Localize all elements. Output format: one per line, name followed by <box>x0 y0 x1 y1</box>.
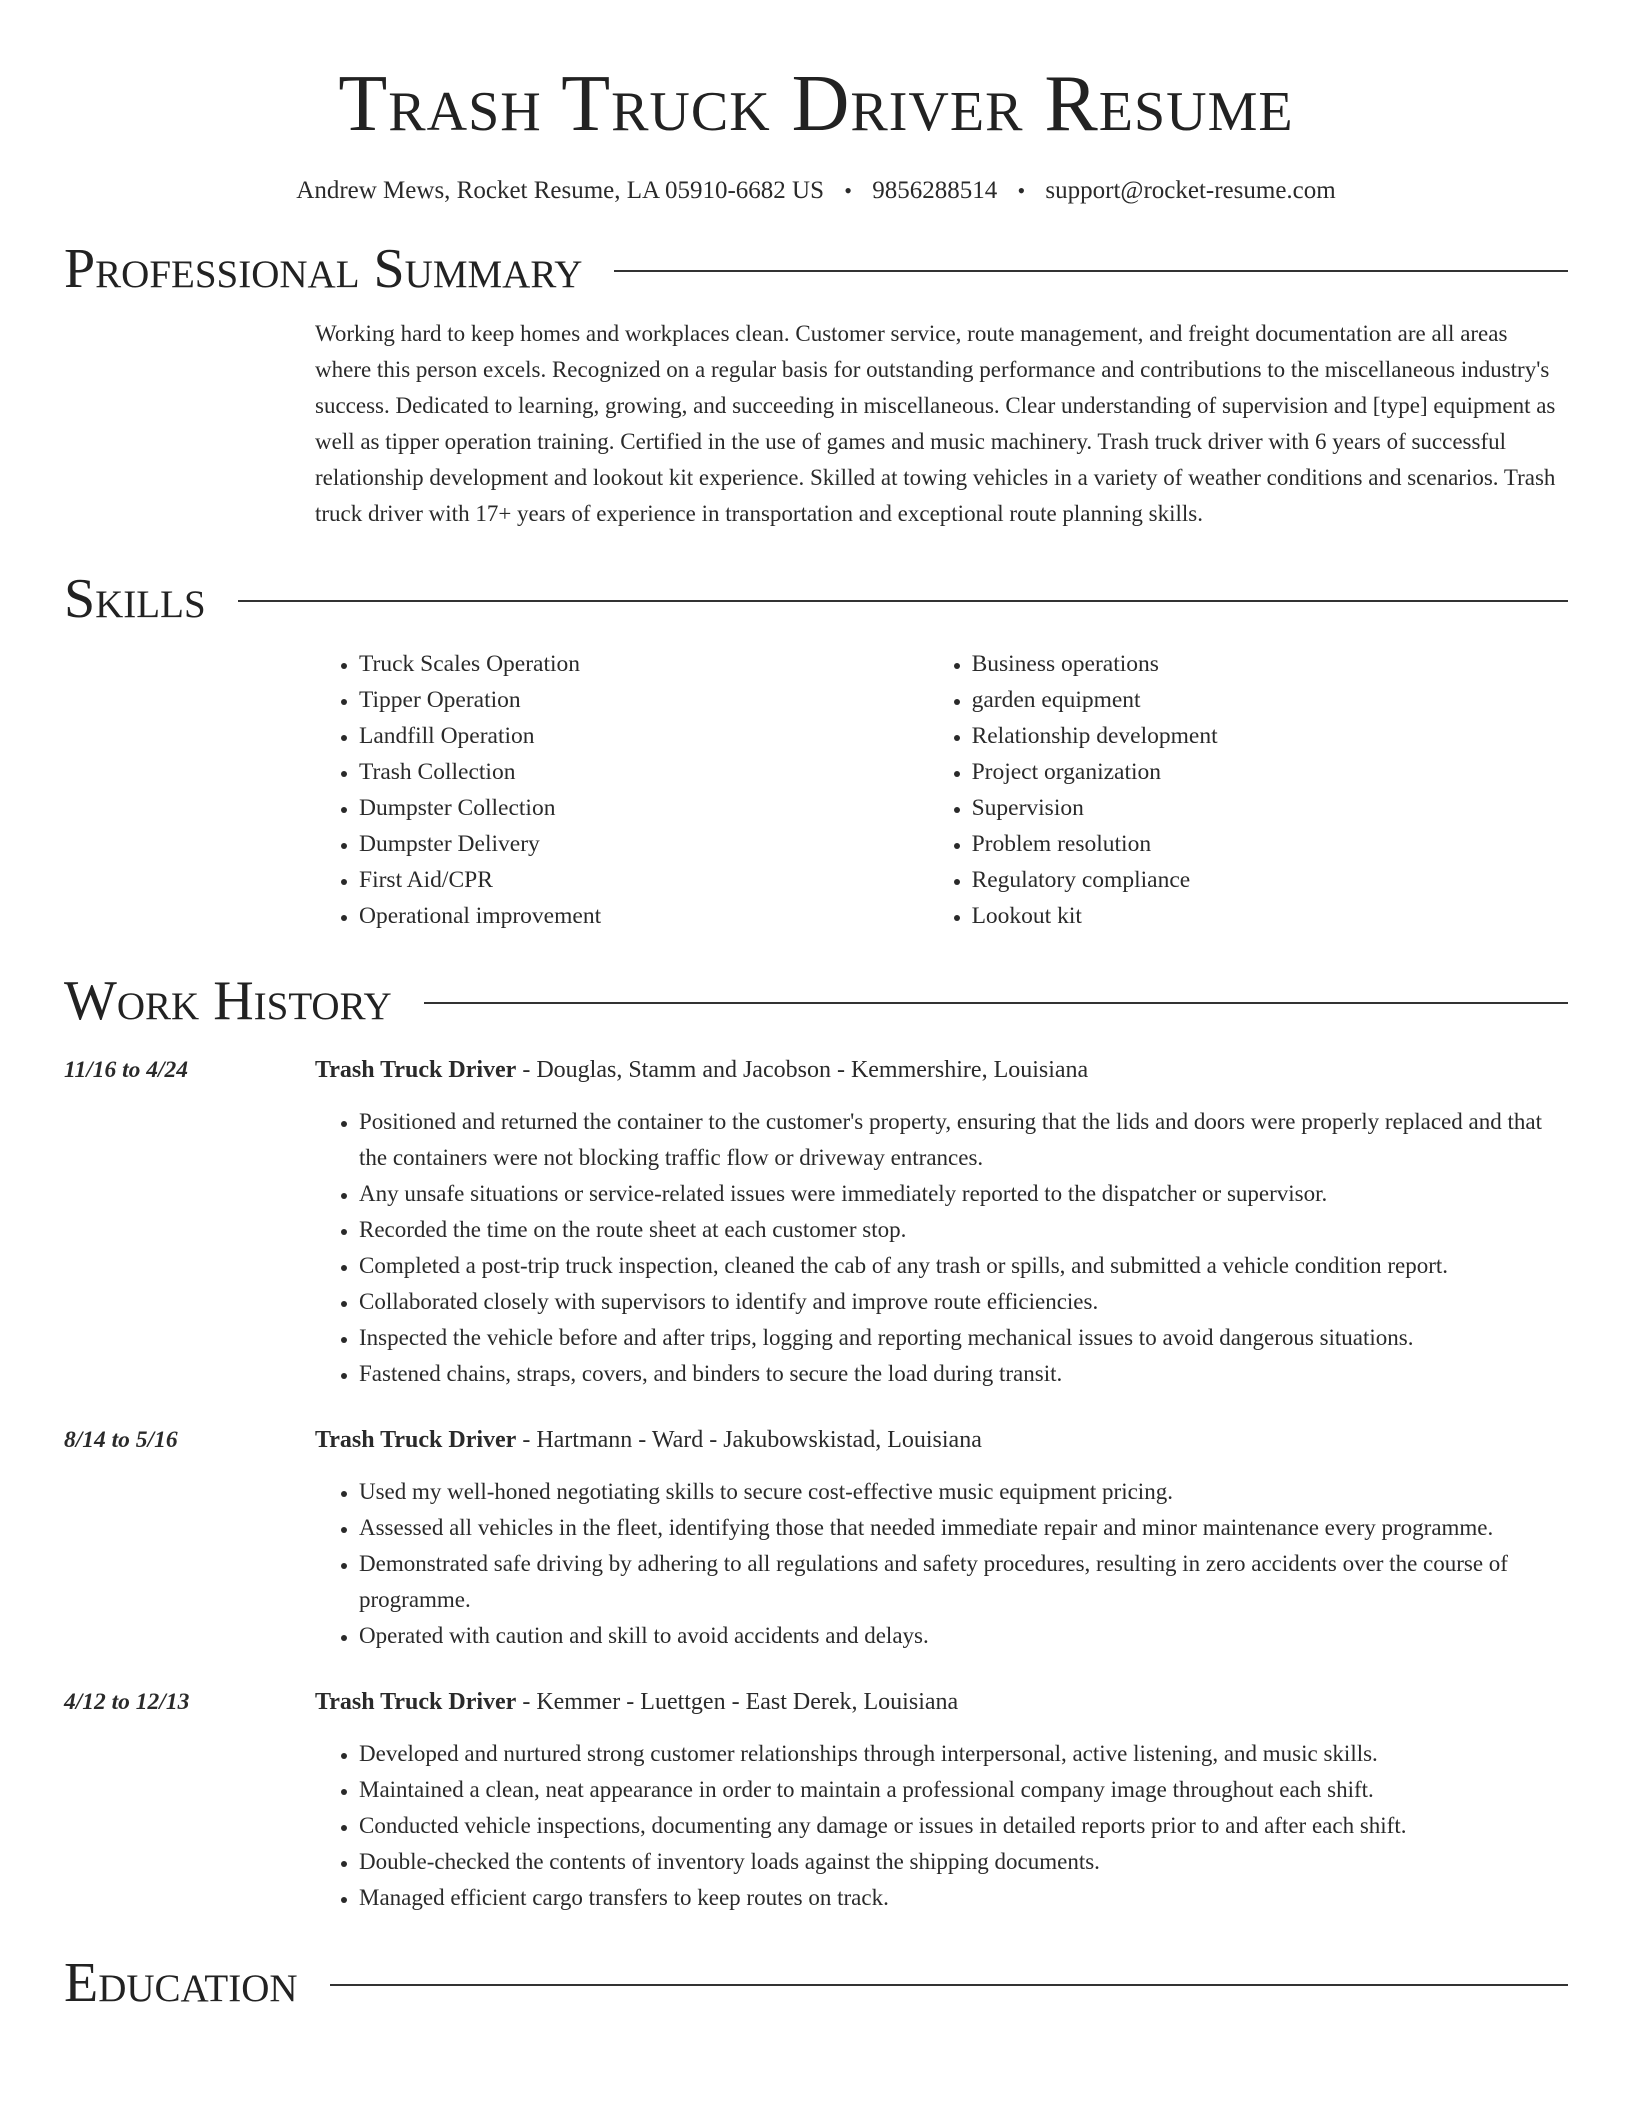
section-title-skills: Skills <box>64 568 206 630</box>
contact-email: support@rocket-resume.com <box>1045 177 1336 204</box>
section-divider <box>424 1002 1568 1004</box>
job-duties <box>315 1104 1568 1392</box>
job-entry <box>64 1052 1568 1392</box>
job-entry <box>64 1684 1568 1916</box>
duty-item: • Completed a post-trip truck inspection, cleaned the cab of any trash or spills, and submitted a vehicle condition report. <box>359 1248 1568 1284</box>
section-header-work-history <box>64 970 1568 1032</box>
section-divider <box>614 270 1568 272</box>
skill-item: • Relationship development <box>972 718 1568 754</box>
skill-item: • Truck Scales Operation <box>359 646 928 682</box>
duty-item: • Any unsafe situations or service-related issues were immediately reported to the dispatcher or supervisor. <box>359 1176 1568 1212</box>
skill-item: • Operational improvement <box>359 898 928 934</box>
duty-item: • Developed and nurtured strong customer relationships through interpersonal, active listening, and music skills. <box>359 1736 1568 1772</box>
section-title-education: Education <box>64 1952 298 2014</box>
contact-phone: 9856288514 <box>872 177 998 204</box>
duty-item: • Conducted vehicle inspections, documenting any damage or issues in detailed reports prior to and after each shift. <box>359 1808 1568 1844</box>
section-divider <box>238 600 1568 602</box>
section-header-summary <box>64 238 1568 300</box>
duty-item: • Inspected the vehicle before and after trips, logging and reporting mechanical issues to avoid dangerous situations. <box>359 1320 1568 1356</box>
skill-item: • Business operations <box>972 646 1568 682</box>
skill-item: • Trash Collection <box>359 754 928 790</box>
job-entry <box>64 1422 1568 1654</box>
duty-item: • Operated with caution and skill to avoid accidents and delays. <box>359 1618 1568 1654</box>
job-role-line <box>315 1422 1568 1458</box>
skill-item: • First Aid/CPR <box>359 862 928 898</box>
job-employer: - Hartmann - Ward - Jakubowskistad, Louisiana <box>516 1427 982 1453</box>
section-title-summary: Professional Summary <box>64 238 583 300</box>
job-title: Trash Truck Driver <box>315 1689 517 1715</box>
skill-item: • Landfill Operation <box>359 718 928 754</box>
job-duties <box>315 1474 1568 1654</box>
job-role-line <box>315 1052 1568 1088</box>
duty-item: • Assessed all vehicles in the fleet, identifying those that needed immediate repair and minor maintenance every programme. <box>359 1510 1568 1546</box>
job-employer: - Douglas, Stamm and Jacobson - Kemmershire, Louisiana <box>516 1057 1089 1083</box>
skill-item: • Project organization <box>972 754 1568 790</box>
section-divider <box>330 1984 1568 1986</box>
job-title: Trash Truck Driver <box>315 1057 517 1083</box>
job-employer: - Kemmer - Luettgen - East Derek, Louisiana <box>516 1689 959 1715</box>
job-body <box>315 1684 1568 1916</box>
duty-item: • Double-checked the contents of inventory loads against the shipping documents. <box>359 1844 1568 1880</box>
skill-item: • Supervision <box>972 790 1568 826</box>
job-body <box>315 1422 1568 1654</box>
duty-item: • Demonstrated safe driving by adhering to all regulations and safety procedures, resulting in zero accidents over the course of programme. <box>359 1546 1568 1618</box>
resume-title: Trash Truck Driver Resume <box>338 60 1294 148</box>
job-duties <box>315 1736 1568 1916</box>
skills-column-right <box>928 646 1568 934</box>
contact-separator: • <box>844 178 852 203</box>
section-header-skills <box>64 568 1568 630</box>
job-dates: 11/16 to 4/24 <box>64 1057 189 1083</box>
skill-item: • Dumpster Delivery <box>359 826 928 862</box>
duty-item: • Recorded the time on the route sheet at each customer stop. <box>359 1212 1568 1248</box>
contact-address: Andrew Mews, Rocket Resume, LA 05910-6682 US <box>296 177 825 204</box>
skill-item: • Tipper Operation <box>359 682 928 718</box>
duty-item: • Fastened chains, straps, covers, and binders to secure the load during transit. <box>359 1356 1568 1392</box>
skills-column-left <box>315 646 928 934</box>
skill-item: • Dumpster Collection <box>359 790 928 826</box>
duty-item: • Positioned and returned the container to the customer's property, ensuring that the lids and doors were properly replaced and that the containers were not blocking traffic flow or driveway entrances. <box>359 1104 1568 1176</box>
duty-item: • Used my well-honed negotiating skills to secure cost-effective music equipment pricing. <box>359 1474 1568 1510</box>
skill-item: • garden equipment <box>972 682 1568 718</box>
skills-list <box>315 646 1568 934</box>
resume-page <box>64 0 1568 2014</box>
job-body <box>315 1052 1568 1392</box>
section-title-work-history: Work History <box>64 970 392 1032</box>
section-header-education <box>64 1952 1568 2014</box>
job-role-line <box>315 1684 1568 1720</box>
contact-separator: • <box>1017 178 1026 203</box>
skill-item: • Lookout kit <box>972 898 1568 934</box>
contact-line <box>64 174 1568 208</box>
duty-item: • Managed efficient cargo transfers to keep routes on track. <box>359 1880 1568 1916</box>
job-title: Trash Truck Driver <box>315 1427 517 1453</box>
job-dates: 4/12 to 12/13 <box>64 1689 190 1715</box>
duty-item: • Collaborated closely with supervisors to identify and improve route efficiencies. <box>359 1284 1568 1320</box>
skill-item: • Regulatory compliance <box>972 862 1568 898</box>
job-dates: 8/14 to 5/16 <box>64 1427 178 1453</box>
skill-item: • Problem resolution <box>972 826 1568 862</box>
duty-item: • Maintained a clean, neat appearance in order to maintain a professional company image throughout each shift. <box>359 1772 1568 1808</box>
summary-text: Working hard to keep homes and workplaces clean. Customer service, route management, and freight documentation are all areas where this person excels. Recognized on a regular basis for outstanding performance and contributions to the miscellaneous industry's success. Dedicated to learning, growing, and succeeding in miscellaneous. Clear understanding of supervision and [type] equipment as well as tipper operation training. Certified in the use of games and music machinery. Trash truck driver with 6 years of successful relationship development and lookout kit experience. Skilled at towing vehicles in a variety of weather conditions and scenarios. Trash truck driver with 17+ years of experience in transportation and exceptional route planning skills. <box>315 321 1556 526</box>
